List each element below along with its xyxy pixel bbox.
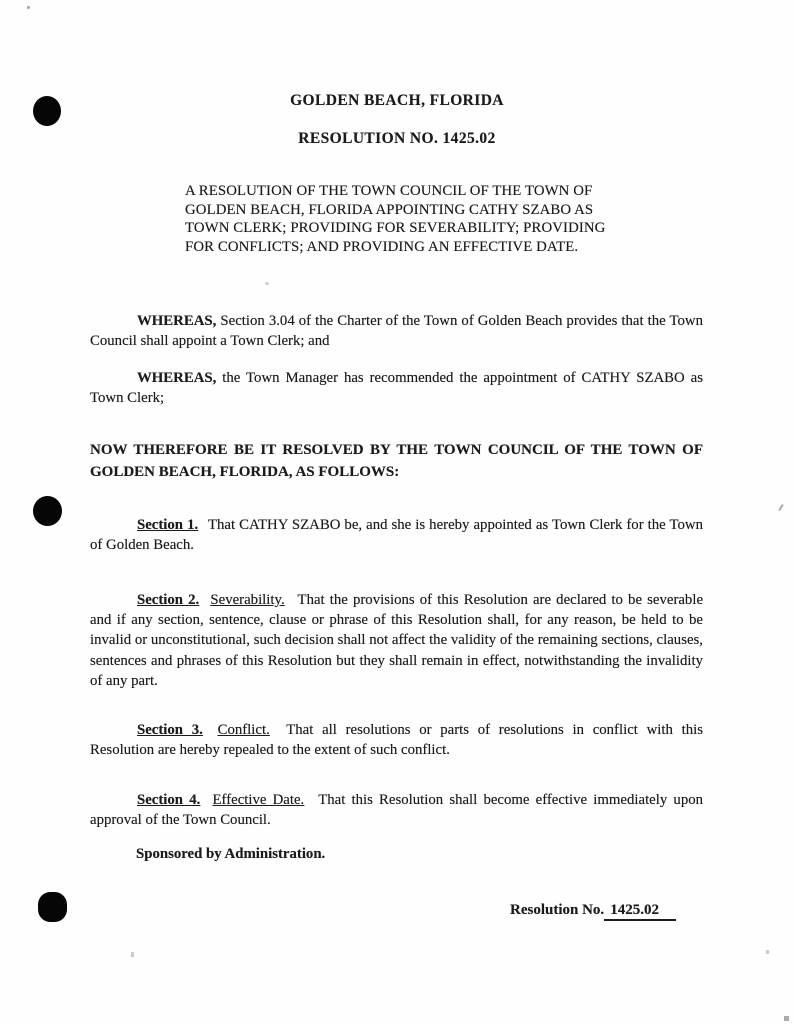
section-4 — [90, 790, 703, 830]
section-1 — [90, 515, 703, 555]
hole-punch-mark-bottom — [38, 892, 67, 922]
section-body: That CATHY SZABO be, and she is hereby appointed as Town Clerk for the Town of Golden Beach. — [90, 517, 703, 553]
scan-speck — [784, 1016, 789, 1021]
town-heading: GOLDEN BEACH, FLORIDA — [290, 92, 504, 109]
resolution-number-heading: RESOLUTION NO. 1425.02 — [298, 130, 496, 147]
whereas-text: Section 3.04 of the Charter of the Town of Golden Beach provides that the Town Council shall appoint a Town Clerk; and — [90, 313, 703, 349]
footer-resolution-value: 1425.02 — [604, 902, 676, 921]
resolution-title-line: FOR CONFLICTS; AND PROVIDING AN EFFECTIVE DATE. — [185, 238, 579, 255]
whereas-lead: WHEREAS, — [137, 370, 217, 386]
section-name: Effective Date. — [212, 792, 305, 808]
section-name: Severability. — [210, 592, 285, 608]
scan-speck — [766, 950, 769, 954]
resolved-clause: NOW THEREFORE BE IT RESOLVED BY THE TOWN COUNCIL OF THE TOWN OF GOLDEN BEACH, FLORIDA, AS FOLLOWS: — [90, 442, 703, 480]
section-3 — [90, 720, 703, 760]
resolution-title-line: GOLDEN BEACH, FLORIDA APPOINTING CATHY SZABO AS — [185, 201, 594, 218]
section-body: That all resolutions or parts of resolutions in conflict with this Resolution are hereby repealed to the extent of such conflict. — [90, 722, 704, 758]
section-body: That the provisions of this Resolution are declared to be severable and if any section, sentence, clause or phrase of this Resolution shall, for any reason, be held to be invalid or unconstitutional, such decision shall not affect the validity of the remaining sections, clauses, sentences and phrases of this Resolution but they shall remain in effect, notwithstanding the invalidity of any part. — [90, 592, 704, 689]
whereas-clause-1 — [90, 312, 703, 351]
scan-speck — [131, 952, 134, 957]
section-number: Section 4. — [137, 792, 201, 808]
sponsored-by-line: Sponsored by Administration. — [136, 846, 326, 862]
footer-resolution-label: Resolution No. — [510, 902, 605, 918]
section-name: Conflict. — [217, 722, 270, 738]
section-2 — [90, 590, 703, 691]
section-body: That this Resolution shall become effective immediately upon approval of the Town Council. — [90, 792, 704, 828]
resolution-title-line: TOWN CLERK; PROVIDING FOR SEVERABILITY; PROVIDING — [185, 220, 606, 237]
resolution-title — [185, 182, 625, 256]
whereas-clause-2 — [90, 369, 703, 408]
scan-speck — [265, 282, 269, 285]
footer-resolution-number — [510, 902, 676, 919]
section-number: Section 3. — [137, 722, 203, 738]
whereas-text: the Town Manager has recommended the appointment of CATHY SZABO as Town Clerk; — [90, 370, 703, 406]
hole-punch-mark-middle — [33, 496, 62, 526]
section-number: Section 1. — [137, 517, 199, 533]
scan-speck — [27, 6, 30, 9]
resolution-title-line: A RESOLUTION OF THE TOWN COUNCIL OF THE TOWN OF — [185, 183, 593, 199]
section-number: Section 2. — [137, 592, 200, 608]
scan-speck — [778, 504, 783, 511]
whereas-lead: WHEREAS, — [137, 313, 217, 329]
